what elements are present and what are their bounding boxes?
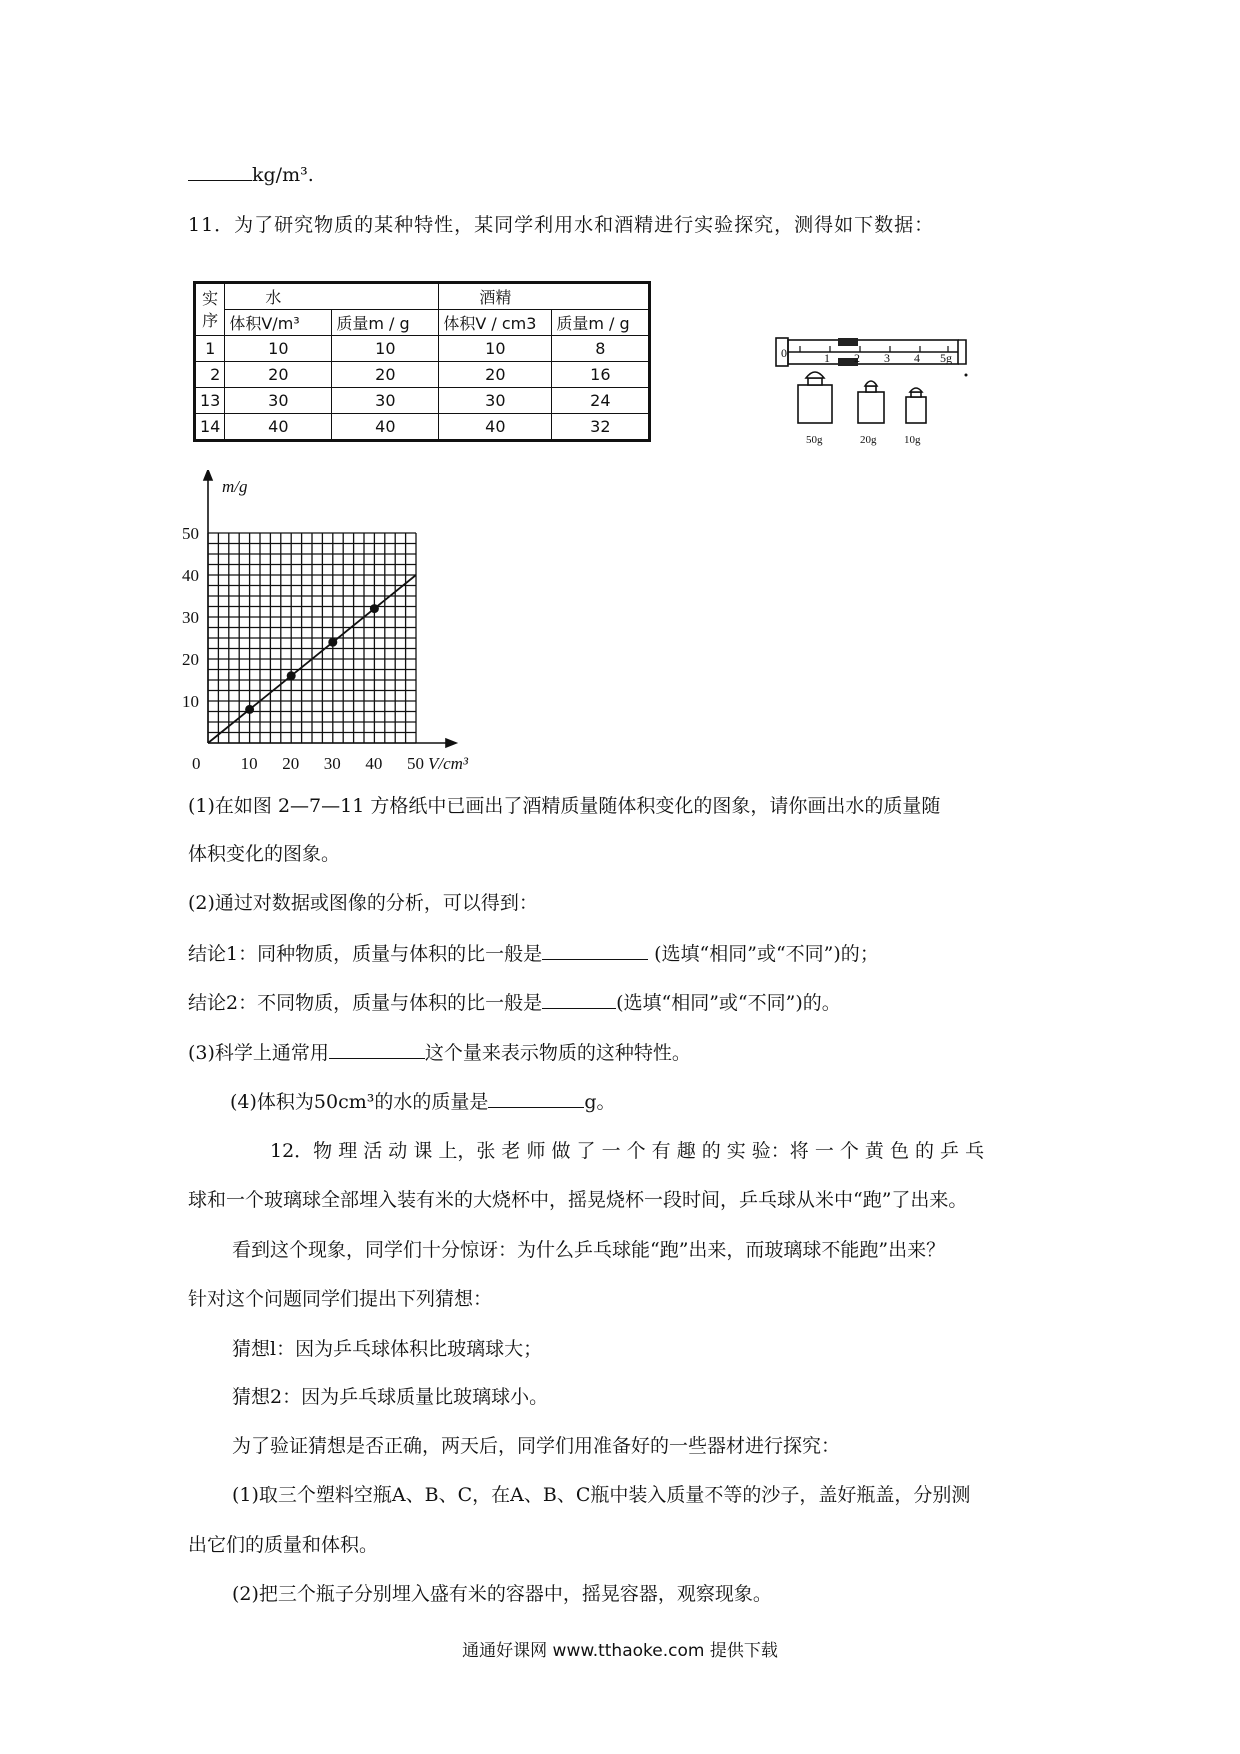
data-point [245, 705, 254, 714]
table-row [195, 414, 650, 441]
scale-label: 4 [914, 351, 920, 365]
table-row [195, 388, 650, 414]
table-cell-index: 2 [195, 362, 225, 388]
table-cell: 30 [332, 388, 439, 414]
table-cell: 10 [225, 336, 332, 362]
scale-label: 2 [854, 351, 860, 365]
table-row [195, 336, 650, 362]
table-cell: 20 [439, 362, 552, 388]
conclusion-1: 结论1：同种物质，质量与体积的比一般是 (选填“相同”或“不同”)的； [188, 939, 879, 967]
scale-label: 3 [884, 351, 890, 365]
y-axis-label: m/g [222, 477, 248, 496]
y-tick-label: 50 [182, 524, 199, 543]
question-12-line-2: 球和一个玻璃球全部埋入装有米的大烧杯中，摇晃烧杯一段时间，乒乓球从米中“跑”了出来。 [188, 1189, 968, 1211]
y-axis-arrow [204, 470, 212, 480]
rider-top [838, 338, 858, 346]
verify-step-2: (2)把三个瓶子分别埋入盛有米的容器中，摇晃容器，观察现象。 [232, 1583, 772, 1605]
table-cell: 20 [332, 362, 439, 388]
table-cell-index: 14 [195, 414, 225, 441]
table-cell-index: 1 [195, 336, 225, 362]
part-2: (2)通过对数据或图像的分析，可以得到： [188, 892, 538, 914]
table-cell: 24 [552, 388, 650, 414]
y-tick-label: 20 [182, 650, 199, 669]
table-header-water-mass: 质量m / g [332, 310, 439, 336]
x-tick-label: 30 [323, 754, 341, 773]
origin-label: 0 [192, 754, 201, 773]
weight-label: 50g [806, 434, 823, 446]
table-cell: 40 [332, 414, 439, 441]
guess-1: 猜想l：因为乒乓球体积比玻璃球大； [232, 1338, 543, 1360]
scale-label: 5g [940, 351, 952, 365]
weight-label: 10g [904, 434, 921, 446]
table-cell: 32 [552, 414, 650, 441]
table-row [195, 362, 650, 388]
balance-illustration [770, 330, 990, 455]
verify-step-1-line-1: (1)取三个塑料空瓶A、B、C，在A、B、C瓶中装入质量不等的沙子，盖好瓶盖，分别测 [232, 1484, 971, 1506]
y-tick-label: 40 [182, 566, 199, 585]
data-point [287, 671, 296, 680]
table-group-alcohol: 酒精 [439, 283, 650, 310]
table-cell: 40 [439, 414, 552, 441]
table-cell: 10 [439, 336, 552, 362]
guess-2: 猜想2：因为乒乓球质量比玻璃球小。 [232, 1386, 549, 1408]
scale-label: 1 [824, 351, 830, 365]
x-axis-label: V/cm³ [428, 754, 469, 773]
table-cell: 8 [552, 336, 650, 362]
verify-intro: 为了验证猜想是否正确，两天后，同学们用准备好的一些器材进行探究： [232, 1435, 841, 1457]
verify-step-1-line-2: 出它们的质量和体积。 [188, 1534, 379, 1556]
data-table [193, 281, 651, 442]
conclusion-2: 结论2：不同物质，质量与体积的比一般是 (选填“相同”或“不同”)的。 [188, 988, 841, 1016]
x-tick-label: 40 [365, 754, 383, 773]
part-1-line-1: (1)在如图 2—7—11 方格纸中已画出了酒精质量随体积变化的图象，请你画出水的质量随 [188, 795, 941, 817]
y-tick-label: 30 [182, 608, 199, 627]
footer-credit: 通通好课网 www.tthaoke.com 提供下载 [462, 1641, 778, 1661]
blank [488, 1087, 584, 1108]
y-tick-label: 10 [182, 692, 199, 711]
mass-volume-graph [180, 470, 490, 775]
table-cell: 30 [439, 388, 552, 414]
question-12-line-4: 针对这个问题同学们提出下列猜想： [188, 1288, 493, 1310]
weight-label: 20g [860, 434, 877, 446]
question-12-line-3: 看到这个现象，同学们十分惊讶：为什么乒乓球能“跑”出来，而玻璃球不能跑”出来？ [232, 1239, 946, 1261]
weight-50g [798, 385, 832, 423]
table-cell: 16 [552, 362, 650, 388]
table-header-index: 实序 [195, 283, 225, 336]
x-axis-arrow [446, 739, 456, 747]
x-tick-label: 50 [407, 754, 424, 773]
table-group-water: 水 [225, 283, 439, 310]
blank [542, 988, 616, 1009]
data-point [328, 638, 337, 647]
table-header-water-volume: 体积V/m³ [225, 310, 332, 336]
part-3: (3)科学上通常用 这个量来表示物质的这种特性。 [188, 1038, 691, 1066]
part-4: (4)体积为50cm³的水的质量是 g。 [230, 1087, 616, 1115]
blank [542, 939, 648, 960]
scale-label: 0 [781, 346, 787, 360]
table-cell: 10 [332, 336, 439, 362]
table-cell: 30 [225, 388, 332, 414]
question-12-line-1: 12．物 理 活 动 课 上，张 老 师 做 了 一 个 有 趣 的 实 验：将 一 个 黄 色 的 乒 乓 [270, 1140, 985, 1162]
x-tick-label: 20 [282, 754, 300, 773]
table-cell: 20 [225, 362, 332, 388]
weight-10g [906, 397, 926, 423]
blank [188, 160, 252, 181]
table-header-alcohol-volume: 体积V / cm3 [439, 310, 552, 336]
question-11-stem: 11．为了研究物质的某种特性，某同学利用水和酒精进行实验探究，测得如下数据： [188, 214, 935, 236]
answer-line-density: kg/m³. [188, 160, 314, 188]
x-tick-label: 10 [240, 754, 258, 773]
data-point [370, 604, 379, 613]
part-1-line-2: 体积变化的图象。 [188, 843, 341, 865]
table-cell-index: 13 [195, 388, 225, 414]
blank [329, 1038, 425, 1059]
weight-20g [858, 392, 884, 423]
table-cell: 40 [225, 414, 332, 441]
table-header-alcohol-mass: 质量m / g [552, 310, 650, 336]
